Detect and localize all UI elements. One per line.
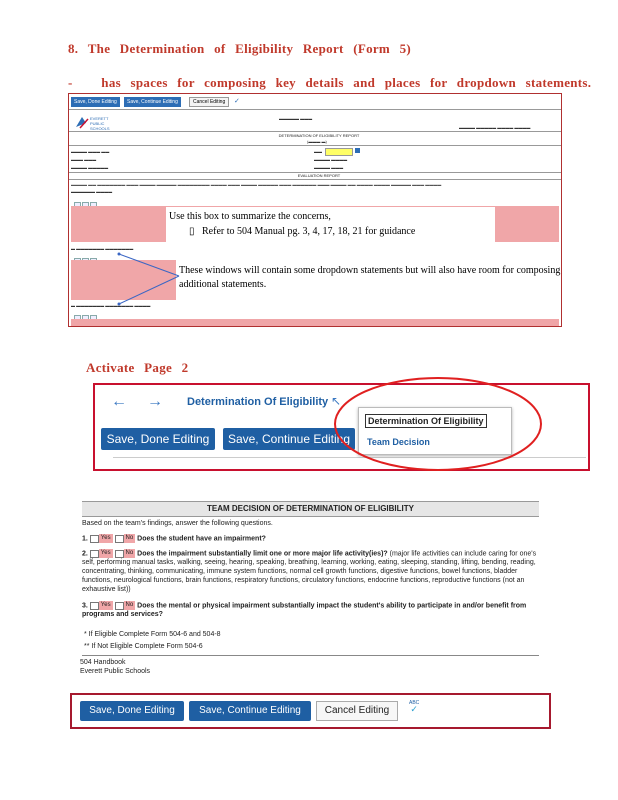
q3-text: Does the mental or physical impairment substantially impact the student's ability to participate in and/or benefit from programs and services? (82, 602, 527, 619)
footer-district: Everett Public Schools (80, 668, 151, 675)
everett-logo (74, 113, 114, 131)
nav-page-title[interactable]: Determination Of Eligibility (187, 396, 329, 408)
subtitle-text: has spaces for composing key details and places for dropdown statements. (101, 75, 592, 90)
highlight-ellipse (332, 374, 544, 474)
concerns-note-line1: Use this box to summarize the concerns, (169, 211, 331, 222)
svg-text:SCHOOLS: SCHOOLS (90, 126, 110, 131)
q3-no-checkbox[interactable] (115, 602, 124, 610)
mini-date-field[interactable] (325, 148, 353, 156)
expand-icon[interactable]: ↖ (331, 394, 342, 408)
question-2: 2. Yes No Does the impairment substantially limit one or more major life activity(ies)? (major life activities can include caring for one's self, performing manual tasks, walking, seeing, hearing, speaking, breathing, learning, working, eating, sleeping, standing, lifting, bending, reading, concentrating, thinking, communicating, immune system functions, normal cell growth functions, digestive functions, bowel functions, bladder functions, neurological functions, brain functions, respiratory functions, circulatory functions, endocrine functions, reproductive functions (not an exhaustive list)) (82, 550, 537, 594)
q2-detail: (major life activities can include caring for one's self, performing manual tasks, walking, seeing, hearing, speaking, breathing, learning, working, eating, sleeping, standing, lifting, bending, reading, concentrating, thinking, communicating, immune system functions, normal cell growth functions, digestive functions, bowel functions, bladder functions, neurological functions, brain functions, respiratory functions, circulatory functions, endocrine functions, reproductive functions (not an exhaustive list)) (82, 550, 537, 594)
pointer-arrows (109, 252, 189, 310)
q1-no-checkbox[interactable] (115, 535, 124, 543)
svg-text:EVERETT: EVERETT (90, 116, 109, 121)
q2-text: Does the impairment substantially limit one or more major life activity(ies)? (137, 550, 388, 558)
bottom-save-continue-button[interactable]: Save, Continue Editing (189, 701, 311, 721)
bullet-icon: ▯ (189, 226, 195, 237)
mini-section-title: EVALUATION REPORT (297, 173, 341, 178)
spellcheck-icon[interactable]: ABC ✓ (409, 700, 420, 714)
q2-no-label: No (125, 550, 134, 556)
bottom-toolbar-screenshot (70, 693, 551, 729)
save-continue-button[interactable]: Save, Continue Editing (223, 428, 355, 450)
subtitle-dash: - (68, 75, 73, 90)
not-eligible-note: ** If Not Eligible Complete Form 504-6 (84, 643, 203, 650)
mini-calendar-icon[interactable] (355, 148, 360, 153)
dropdown-item-team-decision[interactable]: Team Decision (367, 437, 430, 447)
mini-save-done-button[interactable]: Save, Done Editing (71, 97, 120, 107)
concerns-note (166, 207, 495, 249)
section-number: 8. (68, 41, 79, 56)
mini-cancel-button[interactable]: Cancel Editing (189, 97, 229, 107)
mini-spellcheck-icon[interactable]: ✓ (234, 97, 240, 105)
form-intro: Based on the team's findings, answer the following questions. (82, 520, 273, 527)
q2-no-checkbox[interactable] (115, 550, 124, 558)
team-decision-title: TEAM DECISION OF DETERMINATION OF ELIGIBILITY (207, 504, 414, 513)
mini-editor-toolbar-1[interactable] (74, 196, 104, 202)
eligible-note: * If Eligible Complete Form 504-6 and 504-8 (84, 631, 221, 638)
q3-no-label: No (125, 602, 134, 608)
section-subtitle (68, 75, 591, 91)
last-field[interactable] (71, 319, 559, 326)
logo-graphic (74, 113, 114, 131)
team-decision-header (82, 501, 539, 517)
svg-text:PUBLIC: PUBLIC (90, 121, 105, 126)
dropdown-item-determination[interactable]: Determination Of Eligibility (365, 414, 487, 428)
q1-text: Does the student have an impairment? (137, 535, 266, 543)
mini-report-title: DETERMINATION OF ELIGIBILITY REPORT (278, 133, 360, 138)
mini-editor-toolbar-2[interactable] (74, 252, 104, 258)
question-3: 3. Yes No Does the mental or physical impairment substantially impact the student's ability to participate in and/or benefit from programs and services? (82, 602, 527, 619)
bottom-save-done-button[interactable]: Save, Done Editing (80, 701, 184, 721)
footer-handbook: 504 Handbook (80, 659, 126, 666)
q1-no-label: No (125, 535, 134, 541)
save-done-button[interactable]: Save, Done Editing (101, 428, 215, 450)
concerns-note-line2: Refer to 504 Manual pg. 3, 4, 17, 18, 21 for guidance (202, 226, 416, 237)
windows-note: These windows will contain some dropdown statements but will also have room for composing additional statements. (176, 260, 562, 300)
q3-yes-label: Yes (100, 602, 111, 608)
form5-screenshot: Save, Done Editing Save, Continue Editing Cancel Editing ✓ EVERETT PUBLIC SCHOOLS ▬▬▬▬▬ ▬▬▬ ▬▬▬▬ ▬▬▬▬▬ ▬▬▬▬ ▬▬▬▬ DETERMINATION OF ELIGIBILITY REPORT (▬▬▬ ▬) ▬▬▬▬ ▬▬▬ ▬▬ ▬▬▬ ▬▬▬ ▬▬▬▬ ▬▬▬▬▬ ▬▬ ▬▬▬▬ ▬▬▬▬ ▬▬▬▬ ▬▬▬ EVALUATION REPORT ▬▬▬▬ ▬▬ ▬▬▬▬▬▬▬ ▬▬▬ ▬▬▬▬ ▬▬▬▬▬ ▬▬▬▬▬▬▬▬ ▬▬▬▬ ▬▬▬ ▬▬▬▬ ▬▬▬▬▬ ▬▬▬ ▬▬▬▬▬▬ ▬▬▬ ▬▬▬▬ ▬▬ ▬▬▬▬ ▬▬▬▬ ▬▬▬▬▬ ▬▬▬ ▬▬▬▬ ▬▬▬▬▬▬ ▬▬▬▬ Use this box to summarize the concerns, ▯ Refer to 504 Manual pg. 3, 4, 17, 18, 21 for guidance ▬ ▬▬▬▬▬▬▬ ▬▬▬▬▬▬▬ These windows will contain some dropdown statements but will also have room for composing additional statements. ▬ ▬▬▬▬▬▬▬ ▬▬▬▬▬▬▬ ▬▬▬▬ (68, 93, 562, 327)
section-heading (68, 41, 411, 57)
question-1: 1. Yes No Does the student have an impairment? (82, 535, 266, 543)
q1-yes-checkbox[interactable] (90, 535, 99, 543)
activate-page-label: Activate Page 2 (86, 360, 189, 375)
back-arrow-icon[interactable]: ← (111, 393, 127, 410)
section-title: The Determination of Eligibility Report (Form 5) (87, 41, 412, 56)
q2-yes-label: Yes (100, 550, 111, 556)
mini-save-continue-button[interactable]: Save, Continue Editing (124, 97, 181, 107)
q2-yes-checkbox[interactable] (90, 550, 99, 558)
forward-arrow-icon[interactable]: → (147, 393, 163, 410)
q1-yes-label: Yes (100, 535, 111, 541)
bottom-cancel-button[interactable]: Cancel Editing (316, 701, 398, 721)
q3-yes-checkbox[interactable] (90, 602, 99, 610)
mini-editor-toolbar-3[interactable] (74, 309, 104, 315)
